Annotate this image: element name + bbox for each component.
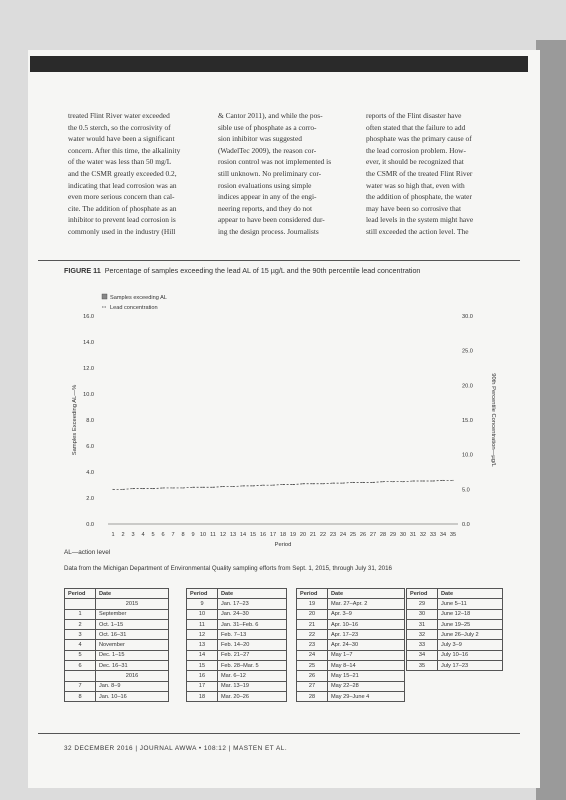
text-line: water would have been a significant	[68, 134, 175, 144]
date-cell: Feb. 7–13	[218, 630, 287, 640]
text-line: sion inhibitor was suggested	[218, 134, 302, 144]
date-cell: Feb. 14–20	[218, 640, 287, 650]
table-row	[187, 661, 287, 671]
table-header-date: Date	[438, 589, 503, 599]
period-cell: 1	[65, 609, 96, 619]
period-cell: 4	[65, 640, 96, 650]
table-header-period: Period	[407, 589, 438, 599]
series-point	[293, 484, 294, 485]
period-cell: 2	[65, 619, 96, 629]
text-column-2	[218, 110, 346, 238]
table-header-date: Date	[218, 589, 287, 599]
series-point	[403, 481, 404, 482]
date-cell: September	[96, 609, 169, 619]
al-legend-note: AL—action level	[64, 549, 111, 556]
y2-axis-title: 90th Percentile Concentration—µg/L	[490, 373, 496, 467]
text-line: water was so high that, even with	[366, 180, 465, 190]
date-cell: Mar. 27–Apr. 2	[328, 599, 405, 609]
date-cell: Jan. 31–Feb. 6	[218, 619, 287, 629]
text-line: still exceeded the action level. The	[366, 226, 469, 236]
table-row	[187, 609, 287, 619]
period-cell: 20	[297, 609, 328, 619]
text-line: may have been so corrosive that	[366, 203, 462, 213]
series-line-segment	[213, 487, 223, 488]
y2-tick-label: 20.0	[462, 383, 473, 390]
x-tick-label: 2	[121, 532, 125, 538]
series-point	[303, 483, 304, 484]
series-point	[353, 482, 354, 483]
page-edge-shadow	[536, 40, 566, 800]
date-cell: Mar. 13–19	[218, 681, 287, 691]
series-point	[283, 484, 284, 485]
table-row	[297, 609, 405, 619]
date-cell: June 26–July 2	[438, 630, 503, 640]
table-header-period: Period	[65, 589, 96, 599]
page-footer: 32 DECEMBER 2016 | JOURNAL AWWA • 108:12 | MASTEN ET AL.	[64, 745, 288, 752]
date-cell: May 8–14	[328, 661, 405, 671]
date-cell: Feb. 28–Mar. 5	[218, 661, 287, 671]
table-row	[65, 661, 169, 671]
y-tick-label: 16.0	[83, 314, 94, 320]
x-tick-label: 14	[239, 532, 247, 538]
date-cell: Apr. 17–23	[328, 630, 405, 640]
period-cell: 13	[187, 640, 218, 650]
page-top-band	[30, 56, 528, 72]
series-line-segment	[123, 489, 133, 490]
date-cell: May 15–21	[328, 671, 405, 681]
series-point	[153, 488, 154, 489]
figure-11-chart	[60, 282, 500, 548]
series-point	[413, 481, 414, 482]
table-row	[407, 619, 503, 629]
y2-tick-label: 0.0	[462, 522, 470, 528]
period-cell: 14	[187, 650, 218, 660]
date-cell: July 17–23	[438, 661, 503, 671]
series-line-segment	[273, 484, 283, 485]
x-tick-label: 26	[359, 532, 367, 538]
table-row	[297, 640, 405, 650]
y-tick-label: 2.0	[86, 496, 94, 502]
y-axis-title: Samples Exceeding AL—%	[72, 384, 78, 456]
table-row	[297, 650, 405, 660]
text-line: & Cantor 2011), and while the pos-	[218, 111, 323, 120]
date-cell: July 10–16	[438, 650, 503, 660]
y2-tick-label: 15.0	[462, 418, 473, 424]
series-point	[443, 480, 444, 481]
table-row	[407, 650, 503, 660]
series-point	[113, 489, 114, 490]
text-line: ever, it should be recognized that	[366, 157, 464, 167]
period-cell: 29	[407, 599, 438, 609]
series-line-segment	[433, 480, 443, 481]
period-cell: 32	[407, 630, 438, 640]
series-point	[183, 487, 184, 488]
x-tick-label: 12	[219, 532, 227, 538]
period-cell: 23	[297, 640, 328, 650]
x-tick-label: 3	[131, 532, 135, 538]
text-line: reports of the Flint disaster have	[366, 111, 462, 120]
text-line: neering reports, and they do not	[218, 203, 312, 213]
table-row	[65, 681, 169, 691]
table-row	[407, 599, 503, 609]
y-tick-label: 4.0	[86, 470, 94, 476]
y2-tick-label: 30.0	[462, 314, 473, 320]
text-line: the lead corrosion problem. How-	[366, 145, 466, 155]
series-line-segment	[323, 483, 333, 484]
x-tick-label: 7	[171, 532, 175, 538]
x-tick-label: 15	[249, 532, 257, 538]
date-cell: Mar. 6–12	[218, 671, 287, 681]
date-cell: Apr. 3–9	[328, 609, 405, 619]
y-tick-label: 8.0	[86, 418, 94, 424]
figure-caption	[64, 266, 420, 275]
date-cell: Apr. 24–30	[328, 640, 405, 650]
date-cell: June 19–25	[438, 619, 503, 629]
date-cell: Oct. 1–15	[96, 619, 169, 629]
period-cell	[65, 599, 96, 609]
text-line: indicating that lead corrosion was an	[68, 180, 177, 190]
legend-bar-label: Samples exceeding AL	[110, 295, 167, 301]
series-point	[383, 481, 384, 482]
period-cell: 21	[297, 619, 328, 629]
series-point	[173, 487, 174, 488]
table-row	[187, 650, 287, 660]
table-row	[65, 599, 169, 609]
series-point	[323, 483, 324, 484]
x-tick-label: 1	[111, 532, 115, 538]
text-line: (WadelTec 2009), the reason cor-	[218, 145, 317, 155]
text-line: the 0.5 sterch, so the corrosivity of	[68, 122, 171, 132]
table-row	[407, 609, 503, 619]
series-line-segment	[373, 482, 383, 483]
period-table-2	[186, 588, 287, 702]
table-row	[297, 599, 405, 609]
figure-title: Percentage of samples exceeding the lead AL of 15 µg/L and the 90th percentile lead concentration	[104, 266, 421, 275]
x-tick-label: 13	[229, 532, 237, 538]
date-cell: Dec. 1–15	[96, 650, 169, 660]
table-row	[65, 650, 169, 660]
period-cell: 34	[407, 650, 438, 660]
text-line: the addition of phosphate, the water	[366, 192, 472, 202]
series-line-segment	[183, 487, 193, 488]
table-row	[65, 691, 169, 701]
date-cell: Jan. 10–16	[96, 691, 169, 701]
table-row	[65, 640, 169, 650]
period-cell: 22	[297, 630, 328, 640]
series-point	[453, 480, 454, 481]
series-point	[333, 483, 334, 484]
table-row	[65, 671, 169, 681]
period-cell: 7	[65, 681, 96, 691]
period-table-4	[406, 588, 503, 671]
text-line: indices appear in any of the engi-	[218, 192, 317, 202]
series-line-segment	[343, 482, 353, 483]
period-cell: 27	[297, 681, 328, 691]
text-line: appear to have been considered dur-	[218, 215, 325, 225]
date-cell: Apr. 10–16	[328, 619, 405, 629]
date-cell: Mar. 20–26	[218, 691, 287, 701]
date-cell: Feb. 21–27	[218, 650, 287, 660]
date-cell: May 22–28	[328, 681, 405, 691]
date-cell: May 1–7	[328, 650, 405, 660]
date-cell: June 5–11	[438, 599, 503, 609]
figure-top-rule	[38, 260, 520, 261]
x-tick-label: 32	[419, 532, 427, 538]
footer-rule	[38, 733, 520, 734]
period-cell: 10	[187, 609, 218, 619]
x-tick-label: 22	[319, 532, 327, 538]
text-line: lead levels in the system might have	[366, 215, 474, 225]
text-line: phosphate was the primary cause of	[366, 134, 472, 144]
y2-tick-label: 5.0	[462, 487, 470, 494]
figure-label: FIGURE 11	[64, 266, 101, 275]
period-cell: 12	[187, 630, 218, 640]
period-cell: 9	[187, 599, 218, 609]
text-line: rosion control was not implemented is	[218, 157, 332, 167]
period-cell	[65, 671, 96, 681]
series-point	[123, 489, 124, 490]
series-point	[163, 487, 164, 488]
series-point	[233, 486, 234, 487]
series-point	[223, 486, 224, 487]
x-tick-label: 20	[299, 532, 307, 538]
source-note: Data from the Michigan Department of Environmental Quality sampling efforts from Sept. 1, 2015, through July 31, 2016	[64, 565, 392, 572]
series-point	[363, 482, 364, 483]
text-line: concern. After this time, the alkalinity	[68, 145, 181, 155]
period-cell: 28	[297, 691, 328, 701]
table-row	[187, 671, 287, 681]
x-tick-label: 33	[429, 532, 437, 538]
date-cell: Dec. 16–31	[96, 661, 169, 671]
x-tick-label: 19	[289, 532, 297, 538]
table-row	[65, 630, 169, 640]
text-column-1	[68, 110, 196, 238]
x-tick-label: 18	[279, 532, 287, 538]
series-point	[313, 483, 314, 484]
legend-line-label: Lead concentration	[110, 305, 158, 311]
text-line: treated Flint River water exceeded	[68, 111, 170, 120]
period-cell: 3	[65, 630, 96, 640]
series-point	[433, 481, 434, 482]
series-point	[243, 485, 244, 486]
x-tick-label: 6	[161, 532, 165, 538]
period-cell: 33	[407, 640, 438, 650]
period-table-3	[296, 588, 405, 702]
series-point	[143, 488, 144, 489]
year-cell: 2016	[96, 671, 169, 681]
period-cell: 26	[297, 671, 328, 681]
x-tick-label: 28	[379, 532, 387, 538]
series-point	[343, 483, 344, 484]
series-point	[273, 485, 274, 486]
table-header-date: Date	[328, 589, 405, 599]
text-line: and the CSMR greatly exceeded 0.2,	[68, 168, 177, 178]
text-line: inhibitor to prevent lead corrosion is	[68, 215, 176, 225]
text-line: still unknown. No preliminary cor-	[218, 168, 322, 178]
series-point	[263, 485, 264, 486]
x-tick-label: 25	[349, 532, 357, 538]
x-tick-label: 10	[199, 532, 207, 538]
series-line-segment	[253, 485, 263, 486]
text-line: of the water was less than 50 mg/L	[68, 157, 172, 167]
date-cell: June 12–18	[438, 609, 503, 619]
table-row	[187, 691, 287, 701]
x-tick-label: 21	[309, 532, 317, 538]
series-point	[253, 485, 254, 486]
table-row	[407, 640, 503, 650]
text-line: the CSMR of the treated Flint River	[366, 168, 473, 178]
date-cell: Oct. 16–31	[96, 630, 169, 640]
x-tick-label: 17	[269, 532, 277, 538]
date-cell: July 3–9	[438, 640, 503, 650]
x-tick-label: 35	[449, 532, 457, 538]
x-tick-label: 16	[259, 532, 267, 538]
table-row	[297, 691, 405, 701]
date-cell: Jan. 8–9	[96, 681, 169, 691]
x-tick-label: 8	[181, 532, 185, 538]
x-tick-label: 30	[399, 532, 407, 538]
x-tick-label: 27	[369, 532, 377, 538]
y-tick-label: 6.0	[86, 444, 94, 450]
series-line-segment	[403, 481, 413, 482]
period-cell: 6	[65, 661, 96, 671]
period-cell: 17	[187, 681, 218, 691]
legend-bar-swatch	[102, 294, 107, 299]
series-line-segment	[153, 488, 163, 489]
date-cell: Jan. 24–30	[218, 609, 287, 619]
series-point	[133, 488, 134, 489]
x-tick-label: 29	[389, 532, 397, 538]
period-cell: 18	[187, 691, 218, 701]
table-header-period: Period	[187, 589, 218, 599]
table-row	[407, 661, 503, 671]
series-line-segment	[293, 484, 303, 485]
x-axis-title: Period	[274, 542, 292, 548]
table-row	[187, 619, 287, 629]
period-cell: 16	[187, 671, 218, 681]
text-line: often stated that the failure to add	[366, 122, 466, 132]
period-cell: 11	[187, 619, 218, 629]
table-row	[187, 640, 287, 650]
series-point	[203, 487, 204, 488]
x-tick-label: 4	[141, 532, 145, 538]
x-tick-label: 23	[329, 532, 337, 538]
x-tick-label: 9	[191, 532, 195, 538]
period-cell: 24	[297, 650, 328, 660]
text-line: sible use of phosphate as a corro-	[218, 122, 317, 132]
series-point	[373, 482, 374, 483]
date-cell: May 29–June 4	[328, 691, 405, 701]
x-tick-label: 34	[439, 532, 447, 538]
y2-tick-label: 10.0	[462, 452, 473, 459]
text-line: rosion evaluations using simple	[218, 180, 312, 190]
text-line: even more serious concern than cal-	[68, 192, 175, 202]
text-line: cite. The addition of phosphate as an	[68, 203, 177, 213]
text-column-3	[366, 110, 494, 238]
table-row	[297, 661, 405, 671]
period-cell: 35	[407, 661, 438, 671]
y-tick-label: 10.0	[83, 392, 94, 398]
table-row	[65, 609, 169, 619]
x-tick-label: 5	[151, 532, 155, 538]
series-line-segment	[233, 486, 243, 487]
period-cell: 25	[297, 661, 328, 671]
y-tick-label: 12.0	[83, 366, 94, 372]
period-cell: 5	[65, 650, 96, 660]
x-tick-label: 24	[339, 532, 347, 538]
text-line: commonly used in the industry (Hill	[68, 226, 176, 236]
table-header-period: Period	[297, 589, 328, 599]
table-row	[187, 681, 287, 691]
period-cell: 30	[407, 609, 438, 619]
table-row	[297, 619, 405, 629]
y2-tick-label: 25.0	[462, 348, 473, 355]
period-cell: 15	[187, 661, 218, 671]
y-tick-label: 0.0	[86, 522, 94, 528]
y-tick-label: 14.0	[83, 340, 94, 346]
date-cell: Jan. 17–23	[218, 599, 287, 609]
period-table-1	[64, 588, 169, 702]
series-point	[193, 487, 194, 488]
year-cell: 2015	[96, 599, 169, 609]
period-cell: 31	[407, 619, 438, 629]
date-cell: November	[96, 640, 169, 650]
x-tick-label: 31	[409, 532, 417, 538]
table-row	[297, 671, 405, 681]
table-row	[65, 619, 169, 629]
table-row	[297, 681, 405, 691]
table-row	[187, 599, 287, 609]
x-tick-label: 11	[210, 532, 216, 538]
period-cell: 19	[297, 599, 328, 609]
series-point	[393, 481, 394, 482]
text-line: ing the design process. Journalists	[218, 226, 319, 236]
series-point	[213, 487, 214, 488]
table-row	[297, 630, 405, 640]
series-point	[423, 481, 424, 482]
table-row	[407, 630, 503, 640]
table-header-date: Date	[96, 589, 169, 599]
table-row	[187, 630, 287, 640]
period-cell: 8	[65, 691, 96, 701]
